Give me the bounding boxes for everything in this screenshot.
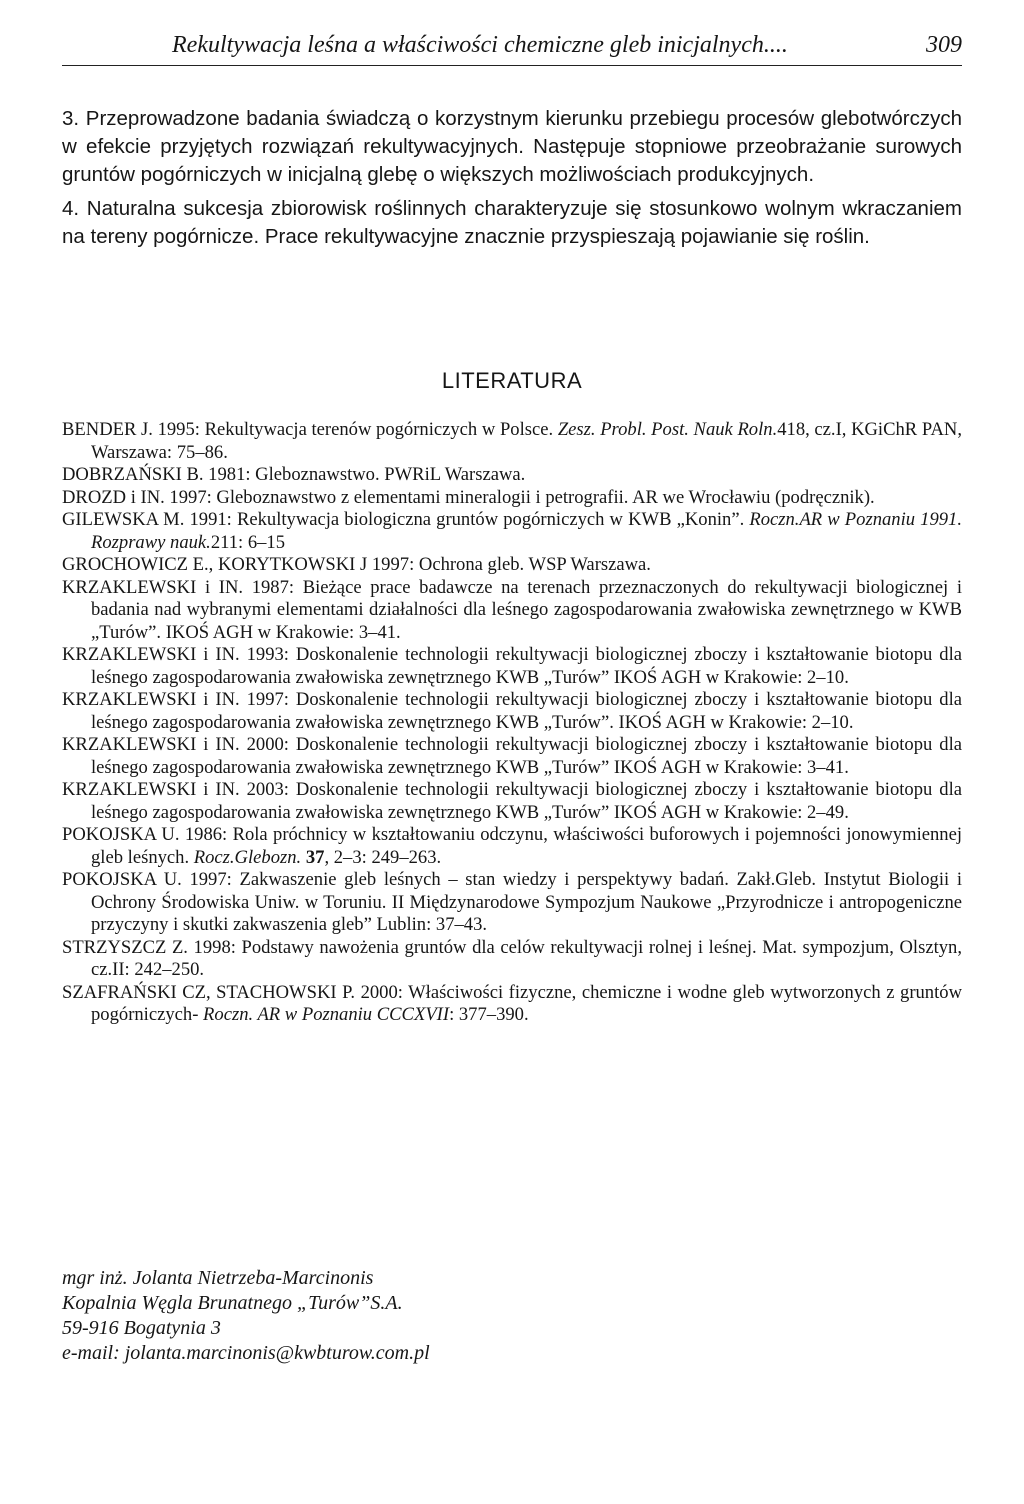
reference-item: DOBRZAŃSKI B. 1981: Gleboznawstwo. PWRiL Warszawa. [62,464,526,485]
author-name: mgr inż. Jolanta Nietrzeba-Marcinonis [62,1267,374,1289]
reference-item: KRZAKLEWSKI i IN. 1997: Doskonalenie technologii rekultywacji biologicznej zboczy i kształtowanie biotopu dla leśnego zagospodarowania zwałowiska zewnętrznego KWB „Turów”. IKOŚ AGH w Krakowie: 2–10. [62,689,962,733]
reference-item: KRZAKLEWSKI i IN. 1993: Doskonalenie technologii rekultywacji biologicznej zboczy i kształtowanie biotopu dla leśnego zagospodarowania zwałowiska zewnętrznego KWB „Turów” IKOŚ AGH w Krakowie: 2–10. [62,644,962,688]
reference-item: STRZYSZCZ Z. 1998: Podstawy nawożenia gruntów dla celów rekultywacji rolnej i leśnej. Mat. sympozjum, Olsztyn, cz.II: 242–250. [62,936,962,980]
conclusion-item: 3. Przeprowadzone badania świadczą o korzystnym kierunku przebiegu procesów glebotwórczych w efekcie przyjętych rozwiązań rekultywacyjnych. Następuje stopniowe przeobrażanie surowych gruntów pogórniczych w inicjalną glebę o większych możliwościach produkcyjnych. [62,107,962,186]
author-email: e-mail: jolanta.marcinonis@kwbturow.com.pl [62,1342,430,1364]
reference-item: DROZD i IN. 1997: Gleboznawstwo z elementami mineralogii i petrografii. AR we Wrocławiu (podręcznik). [62,486,875,508]
reference-item: GROCHOWICZ E., KORYTKOWSKI J 1997: Ochrona gleb. WSP Warszawa. [62,554,651,575]
reference-item: KRZAKLEWSKI i IN. 1987: Bieżące prace badawcze na terenach przeznaczonych do rekultywacji biologicznej i badania nad wybranymi elementami działalności dla leśnego zagospodarowania zwałowiska zewnętrznego w KWB „Turów”. IKOŚ AGH w Krakowie: 3–41. [62,576,962,643]
reference-list [62,419,962,1027]
reference-item: BENDER J. 1995: Rekultywacja terenów pogórniczych w Polsce. Zesz. Probl. Post. Nauk Roln.418, cz.I, KGiChR PAN, Warszawa: 75–86. [62,419,962,463]
conclusions [62,105,962,257]
author-address [62,1266,762,1366]
conclusion-item: 4. Naturalna sukcesja zbiorowisk roślinnych charakteryzuje się stosunkowo wolnym wkraczaniem na tereny pogórnicze. Prace rekultywacyjne znacznie przyspieszają pojawianie się roślin. [62,197,962,248]
reference-item: SZAFRAŃSKI CZ, STACHOWSKI P. 2000: Właściwości fizyczne, chemiczne i wodne gleb wytworzonych z gruntów pogórniczych- Roczn. AR w Poznaniu CCCXVII: 377–390. [62,981,962,1025]
running-header [62,30,962,66]
author-affiliation: Kopalnia Węgla Brunatnego „Turów”S.A. [62,1292,403,1314]
page-number: 309 [926,32,962,58]
reference-item: GILEWSKA M. 1991: Rekultywacja biologiczna gruntów pogórniczych w KWB „Konin”. Roczn.AR w Poznaniu 1991. Rozprawy nauk.211: 6–15 [62,509,962,553]
reference-item: KRZAKLEWSKI i IN. 2000: Doskonalenie technologii rekultywacji biologicznej zboczy i kształtowanie biotopu dla leśnego zagospodarowania zwałowiska zewnętrznego KWB „Turów” IKOŚ AGH w Krakowie: 3–41. [62,734,962,778]
reference-item: POKOJSKA U. 1986: Rola próchnicy w kształtowaniu odczynu, właściwości buforowych i pojemności jonowymiennej gleb leśnych. Rocz.Glebozn. 37, 2–3: 249–263. [62,824,962,868]
author-postal-address: 59-916 Bogatynia 3 [62,1317,221,1339]
literature-heading: LITERATURA [441,368,583,393]
running-title: Rekultywacja leśna a właściwości chemiczne gleb inicjalnych.... [172,32,788,58]
reference-item: POKOJSKA U. 1997: Zakwaszenie gleb leśnych – stan wiedzy i perspektywy badań. Zakł.Gleb. Instytut Biologii i Ochrony Środowiska Uniw. w Toruniu. II Międzynarodowe Sympozjum Naukowe „Przyrodnicze i antropogeniczne przyczyny i skutki zakwaszenia gleb” Lublin: 37–43. [62,869,962,935]
reference-item: KRZAKLEWSKI i IN. 2003: Doskonalenie technologii rekultywacji biologicznej zboczy i kształtowanie biotopu dla leśnego zagospodarowania zwałowiska zewnętrznego KWB „Turów” IKOŚ AGH w Krakowie: 2–49. [62,779,962,823]
